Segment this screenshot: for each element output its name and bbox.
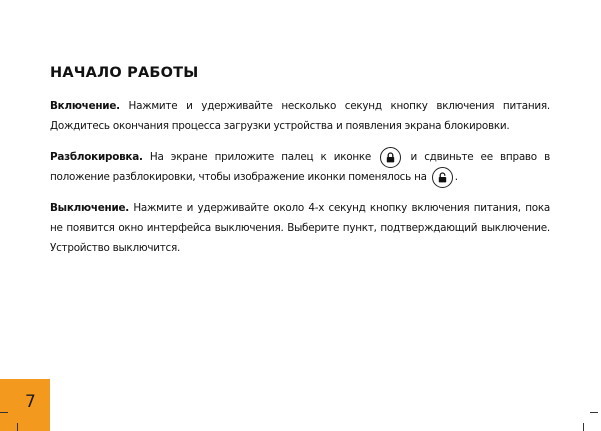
power-on-lead: Включение. [50,100,120,112]
lock-open-icon [432,167,453,188]
section-title: НАЧАЛО РАБОТЫ [50,65,199,81]
unlock-lead: Разблокировка. [50,151,143,163]
crop-mark [17,423,18,431]
unlock-text-before-icon: На экране приложите палец к иконке [142,151,372,163]
power-off-text: Нажмите и удерживайте около 4-х секунд кнопку включения питания, пока не появится окно интерфейса выключения. Выберите пункт, подтверждающий выключение. Устройство выключится. [50,202,550,254]
crop-mark [0,412,8,413]
power-on-paragraph [50,96,550,136]
unlock-text-after-icon: . [454,171,458,183]
unlock-text-middle: и сдвиньте ее вправо в положение разблокировки, чтобы изображение иконки поменялось на [50,151,550,183]
lock-closed-icon [380,147,401,168]
crop-mark [590,412,598,413]
power-on-text: Нажмите и удерживайте несколько секунд кнопку включения питания. Дождитесь окончания процесса загрузки устройства и появления экрана блокировки. [50,100,550,132]
unlock-paragraph [50,147,550,187]
crop-mark [583,423,584,431]
power-off-lead: Выключение. [50,202,129,214]
page-number: 7 [25,392,36,412]
power-off-paragraph [50,198,550,258]
